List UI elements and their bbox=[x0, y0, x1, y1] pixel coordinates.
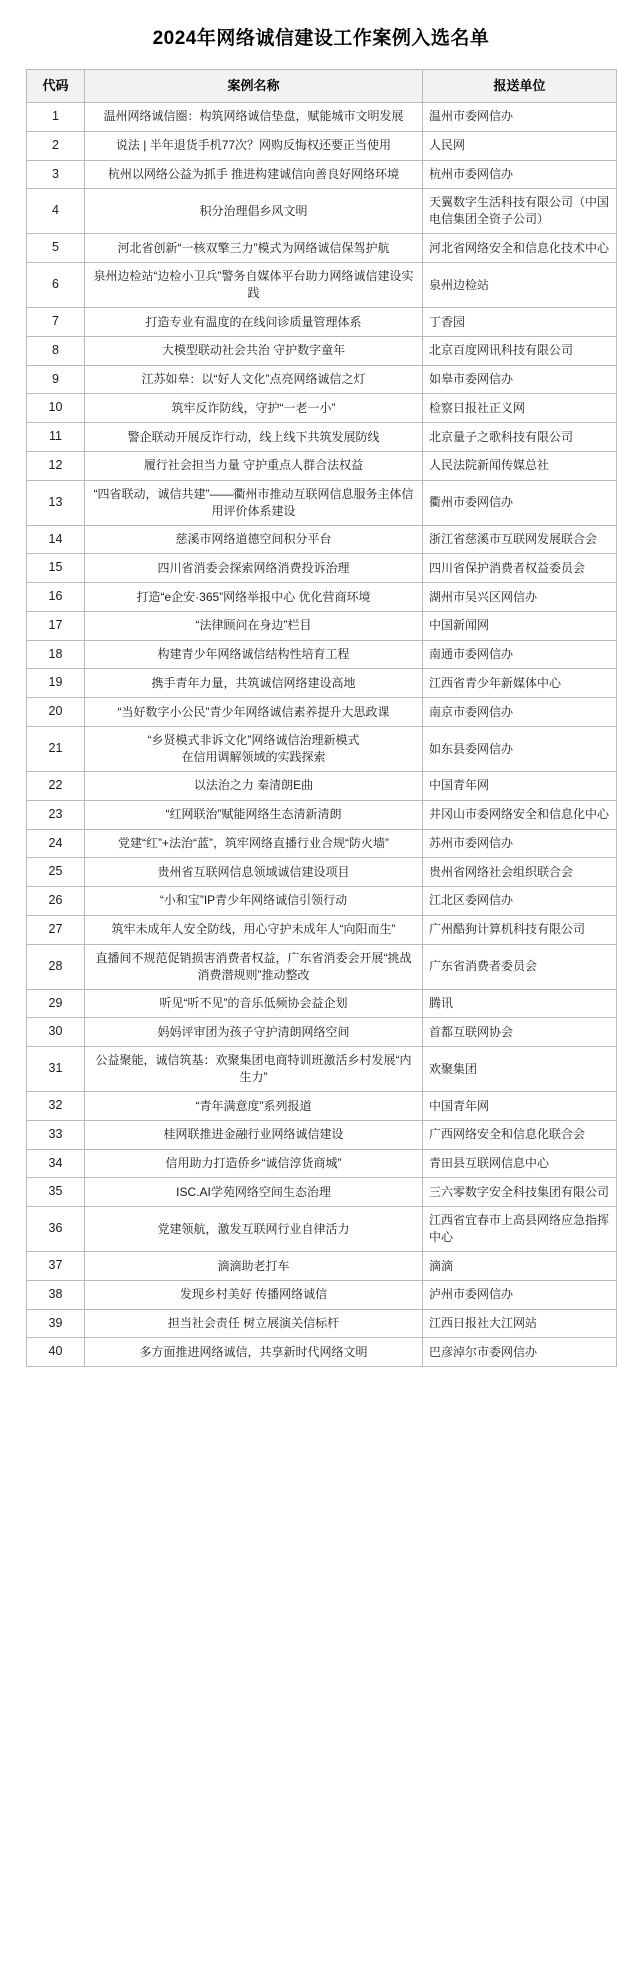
table-row bbox=[27, 1252, 617, 1281]
cell-code: 26 bbox=[27, 887, 85, 916]
table-row bbox=[27, 480, 617, 525]
cell-code: 28 bbox=[27, 944, 85, 989]
table-header-row bbox=[27, 69, 617, 102]
cell-code: 12 bbox=[27, 451, 85, 480]
cell-case-name: “当好数字小公民”青少年网络诚信素养提升大思政课 bbox=[85, 698, 423, 727]
table-row bbox=[27, 525, 617, 554]
cell-org: 检察日报社正义网 bbox=[423, 394, 617, 423]
cell-org: 南京市委网信办 bbox=[423, 698, 617, 727]
cell-org: 广西网络安全和信息化联合会 bbox=[423, 1120, 617, 1149]
cell-org: 江西省宜春市上高县网络应急指挥中心 bbox=[423, 1207, 617, 1252]
page-title: 2024年网络诚信建设工作案例入选名单 bbox=[152, 28, 490, 49]
cell-case-name: “红网联治”赋能网络生态清新清朗 bbox=[85, 800, 423, 829]
cell-org: 如皋市委网信办 bbox=[423, 365, 617, 394]
cell-org: 滴滴 bbox=[423, 1252, 617, 1281]
cell-case-name: 警企联动开展反诈行动，线上线下共筑发展防线 bbox=[85, 423, 423, 452]
cell-org: 贵州省网络社会组织联合会 bbox=[423, 858, 617, 887]
cell-code: 14 bbox=[27, 525, 85, 554]
table-row bbox=[27, 365, 617, 394]
table-row bbox=[27, 698, 617, 727]
cell-code: 5 bbox=[27, 234, 85, 263]
cell-case-name: 说法 | 半年退货手机77次？网购反悔权还要正当使用 bbox=[85, 131, 423, 160]
cell-case-name: 妈妈评审团为孩子守护清朗网络空间 bbox=[85, 1018, 423, 1047]
table-row bbox=[27, 800, 617, 829]
table-row bbox=[27, 189, 617, 234]
cell-case-name: 滴滴助老打车 bbox=[85, 1252, 423, 1281]
cell-code: 21 bbox=[27, 726, 85, 771]
cell-org: 南通市委网信办 bbox=[423, 640, 617, 669]
cell-case-name: 大模型联动社会共治 守护数字童年 bbox=[85, 336, 423, 365]
cell-org: 丁香园 bbox=[423, 308, 617, 337]
table-body bbox=[27, 103, 617, 1367]
column-header-name: 案例名称 bbox=[85, 69, 423, 102]
table-row bbox=[27, 858, 617, 887]
cell-org: 衢州市委网信办 bbox=[423, 480, 617, 525]
cell-org: 河北省网络安全和信息化技术中心 bbox=[423, 234, 617, 263]
table-row bbox=[27, 336, 617, 365]
cell-org: 首都互联网协会 bbox=[423, 1018, 617, 1047]
cell-case-name: 四川省消委会探索网络消费投诉治理 bbox=[85, 554, 423, 583]
cell-case-name: 贵州省互联网信息领域诚信建设项目 bbox=[85, 858, 423, 887]
cell-code: 19 bbox=[27, 669, 85, 698]
cell-org: 江西省青少年新媒体中心 bbox=[423, 669, 617, 698]
cell-case-name: 多方面推进网络诚信，共享新时代网络文明 bbox=[85, 1338, 423, 1367]
table-row bbox=[27, 1207, 617, 1252]
cell-case-name: 构建青少年网络诚信结构性培育工程 bbox=[85, 640, 423, 669]
cell-case-name: 直播间不规范促销损害消费者权益，广东省消委会开展“挑战消费潜规则”推动整改 bbox=[85, 944, 423, 989]
cell-code: 20 bbox=[27, 698, 85, 727]
table-row bbox=[27, 423, 617, 452]
cell-code: 32 bbox=[27, 1092, 85, 1121]
cell-case-name: 泉州边检站“边检小卫兵”警务自媒体平台助力网络诚信建设实践 bbox=[85, 263, 423, 308]
table-row bbox=[27, 1149, 617, 1178]
cell-org: 湖州市吴兴区网信办 bbox=[423, 583, 617, 612]
cell-code: 27 bbox=[27, 915, 85, 944]
cell-org: 天翼数字生活科技有限公司（中国电信集团全资子公司） bbox=[423, 189, 617, 234]
cell-code: 23 bbox=[27, 800, 85, 829]
table-row bbox=[27, 1309, 617, 1338]
cell-case-name: 打造专业有温度的在线问诊质量管理体系 bbox=[85, 308, 423, 337]
cell-code: 16 bbox=[27, 583, 85, 612]
cell-org: 苏州市委网信办 bbox=[423, 829, 617, 858]
table-row bbox=[27, 611, 617, 640]
cell-code: 4 bbox=[27, 189, 85, 234]
cell-org: 巴彦淖尔市委网信办 bbox=[423, 1338, 617, 1367]
table-row bbox=[27, 1280, 617, 1309]
cell-case-name: “乡贤模式非诉文化”网络诚信治理新模式 在信用调解领域的实践探索 bbox=[85, 726, 423, 771]
cell-case-name: 温州网络诚信圈：构筑网络诚信垫盘，赋能城市文明发展 bbox=[85, 103, 423, 132]
cell-org: 人民网 bbox=[423, 131, 617, 160]
cell-code: 33 bbox=[27, 1120, 85, 1149]
column-header-code: 代码 bbox=[27, 69, 85, 102]
table-row bbox=[27, 915, 617, 944]
table-row bbox=[27, 669, 617, 698]
cell-org: 中国新闻网 bbox=[423, 611, 617, 640]
table-row bbox=[27, 829, 617, 858]
table-row bbox=[27, 308, 617, 337]
cell-org: 浙江省慈溪市互联网发展联合会 bbox=[423, 525, 617, 554]
table-row bbox=[27, 103, 617, 132]
cell-case-name: 党建领航，激发互联网行业自律活力 bbox=[85, 1207, 423, 1252]
cell-code: 29 bbox=[27, 989, 85, 1018]
column-header-org: 报送单位 bbox=[423, 69, 617, 102]
cell-org: 中国青年网 bbox=[423, 1092, 617, 1121]
cell-code: 7 bbox=[27, 308, 85, 337]
table-row bbox=[27, 1018, 617, 1047]
cell-code: 17 bbox=[27, 611, 85, 640]
table-row bbox=[27, 1092, 617, 1121]
table-row bbox=[27, 772, 617, 801]
table-row bbox=[27, 1338, 617, 1367]
table-row bbox=[27, 554, 617, 583]
cell-org: 杭州市委网信办 bbox=[423, 160, 617, 189]
cell-code: 13 bbox=[27, 480, 85, 525]
cell-code: 1 bbox=[27, 103, 85, 132]
cell-code: 25 bbox=[27, 858, 85, 887]
cell-case-name: 公益聚能，诚信筑基：欢聚集团电商特训班激活乡村发展“内生力” bbox=[85, 1047, 423, 1092]
cell-code: 11 bbox=[27, 423, 85, 452]
cell-case-name: 发现乡村美好 传播网络诚信 bbox=[85, 1280, 423, 1309]
cell-code: 35 bbox=[27, 1178, 85, 1207]
cell-code: 10 bbox=[27, 394, 85, 423]
cell-org: 中国青年网 bbox=[423, 772, 617, 801]
cell-org: 腾讯 bbox=[423, 989, 617, 1018]
cell-code: 34 bbox=[27, 1149, 85, 1178]
cell-case-name: ISC.AI学苑网络空间生态治理 bbox=[85, 1178, 423, 1207]
cell-case-name: 积分治理倡乡风文明 bbox=[85, 189, 423, 234]
table-row bbox=[27, 583, 617, 612]
cell-case-name: 打造“e企安·365”网络举报中心 优化营商环境 bbox=[85, 583, 423, 612]
cell-org: 泉州边检站 bbox=[423, 263, 617, 308]
cell-case-name: 以法治之力 秦清朗E曲 bbox=[85, 772, 423, 801]
cell-code: 15 bbox=[27, 554, 85, 583]
cell-code: 31 bbox=[27, 1047, 85, 1092]
cell-org: 江北区委网信办 bbox=[423, 887, 617, 916]
table-row bbox=[27, 1047, 617, 1092]
table-row bbox=[27, 394, 617, 423]
cell-code: 22 bbox=[27, 772, 85, 801]
table-row bbox=[27, 887, 617, 916]
cell-org: 江西日报社大江网站 bbox=[423, 1309, 617, 1338]
cell-code: 38 bbox=[27, 1280, 85, 1309]
table-row bbox=[27, 263, 617, 308]
cell-org: 泸州市委网信办 bbox=[423, 1280, 617, 1309]
cell-org: 广州酷狗计算机科技有限公司 bbox=[423, 915, 617, 944]
cell-org: 温州市委网信办 bbox=[423, 103, 617, 132]
cell-case-name: 筑牢反诈防线，守护“一老一小” bbox=[85, 394, 423, 423]
cell-case-name: 慈溪市网络道德空间积分平台 bbox=[85, 525, 423, 554]
cell-case-name: 信用助力打造侨乡“诚信淳货商城” bbox=[85, 1149, 423, 1178]
table-row bbox=[27, 1178, 617, 1207]
cell-case-name: 党建“红”+法治“蓝”，筑牢网络直播行业合规“防火墙” bbox=[85, 829, 423, 858]
cell-case-name: “法律顾问在身边”栏目 bbox=[85, 611, 423, 640]
cell-code: 24 bbox=[27, 829, 85, 858]
cell-case-name: “青年满意度”系列报道 bbox=[85, 1092, 423, 1121]
cell-case-name: 桂网联推进金融行业网络诚信建设 bbox=[85, 1120, 423, 1149]
table-row bbox=[27, 944, 617, 989]
cell-org: 人民法院新闻传媒总社 bbox=[423, 451, 617, 480]
cell-code: 8 bbox=[27, 336, 85, 365]
cell-case-name: 筑牢未成年人安全防线，用心守护未成年人“向阳而生” bbox=[85, 915, 423, 944]
cell-case-name: 杭州以网络公益为抓手 推进构建诚信向善良好网络环境 bbox=[85, 160, 423, 189]
cell-code: 37 bbox=[27, 1252, 85, 1281]
cell-org: 北京量子之歌科技有限公司 bbox=[423, 423, 617, 452]
cell-case-name: 担当社会责任 树立展演关信标杆 bbox=[85, 1309, 423, 1338]
cell-code: 39 bbox=[27, 1309, 85, 1338]
cell-case-name: 听见“听不见”的音乐低频协会益企划 bbox=[85, 989, 423, 1018]
table-row bbox=[27, 451, 617, 480]
cell-code: 30 bbox=[27, 1018, 85, 1047]
table-row bbox=[27, 640, 617, 669]
table-row bbox=[27, 160, 617, 189]
table-row bbox=[27, 1120, 617, 1149]
cell-org: 井冈山市委网络安全和信息化中心 bbox=[423, 800, 617, 829]
cell-org: 三六零数字安全科技集团有限公司 bbox=[423, 1178, 617, 1207]
table-row bbox=[27, 989, 617, 1018]
cell-code: 40 bbox=[27, 1338, 85, 1367]
cell-case-name: 履行社会担当力量 守护重点人群合法权益 bbox=[85, 451, 423, 480]
cell-code: 2 bbox=[27, 131, 85, 160]
cell-code: 18 bbox=[27, 640, 85, 669]
cell-org: 四川省保护消费者权益委员会 bbox=[423, 554, 617, 583]
table-row bbox=[27, 726, 617, 771]
cell-code: 36 bbox=[27, 1207, 85, 1252]
cell-case-name: 携手青年力量，共筑诚信网络建设高地 bbox=[85, 669, 423, 698]
cell-org: 北京百度网讯科技有限公司 bbox=[423, 336, 617, 365]
case-list-table bbox=[26, 69, 617, 1368]
cell-case-name: “四省联动，诚信共建”——衢州市推动互联网信息服务主体信用评价体系建设 bbox=[85, 480, 423, 525]
cell-org: 欢聚集团 bbox=[423, 1047, 617, 1092]
cell-code: 9 bbox=[27, 365, 85, 394]
cell-org: 广东省消费者委员会 bbox=[423, 944, 617, 989]
cell-code: 3 bbox=[27, 160, 85, 189]
cell-code: 6 bbox=[27, 263, 85, 308]
cell-case-name: “小和宝”IP青少年网络诚信引领行动 bbox=[85, 887, 423, 916]
table-row bbox=[27, 234, 617, 263]
cell-org: 如东县委网信办 bbox=[423, 726, 617, 771]
cell-case-name: 河北省创新“一核双擎三力”模式为网络诚信保驾护航 bbox=[85, 234, 423, 263]
cell-org: 青田县互联网信息中心 bbox=[423, 1149, 617, 1178]
table-row bbox=[27, 131, 617, 160]
cell-case-name: 江苏如皋：以“好人文化”点亮网络诚信之灯 bbox=[85, 365, 423, 394]
